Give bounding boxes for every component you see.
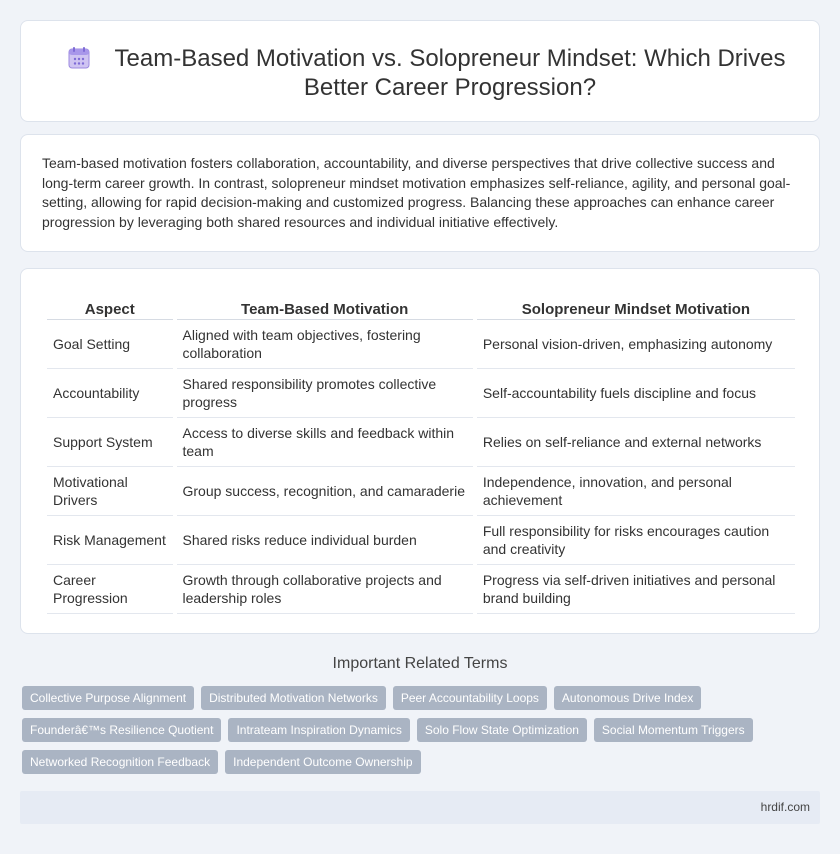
header-card <box>20 20 820 122</box>
table-cell: Access to diverse skills and feedback within team <box>177 418 473 467</box>
table-cell: Aligned with team objectives, fostering collaboration <box>177 320 473 369</box>
table-cell: Personal vision-driven, emphasizing autonomy <box>477 320 795 369</box>
related-term-tag[interactable]: Peer Accountability Loops <box>393 686 547 710</box>
table-row <box>47 369 795 418</box>
related-term-tag[interactable]: Collective Purpose Alignment <box>22 686 194 710</box>
table-cell: Career Progression <box>47 565 173 614</box>
related-terms-list <box>22 686 822 782</box>
table-cell: Relies on self-reliance and external networks <box>477 418 795 467</box>
table-cell: Independence, innovation, and personal achievement <box>477 467 795 516</box>
tag-row <box>22 718 822 742</box>
header-solopreneur: Solopreneur Mindset Motivation <box>477 295 795 320</box>
related-terms-title: Important Related Terms <box>332 655 508 672</box>
related-term-tag[interactable]: Networked Recognition Feedback <box>22 750 218 774</box>
comparison-table <box>43 295 799 614</box>
tag-row <box>22 750 822 774</box>
table-row <box>47 467 795 516</box>
table-cell: Group success, recognition, and camaraderie <box>177 467 473 516</box>
table-cell: Growth through collaborative projects and leadership roles <box>177 565 473 614</box>
table-cell: Progress via self-driven initiatives and personal brand building <box>477 565 795 614</box>
comparison-card <box>20 268 820 634</box>
related-term-tag[interactable]: Independent Outcome Ownership <box>225 750 420 774</box>
related-term-tag[interactable]: Distributed Motivation Networks <box>201 686 386 710</box>
table-cell: Support System <box>47 418 173 467</box>
intro-card <box>20 134 820 252</box>
related-term-tag[interactable]: Intrateam Inspiration Dynamics <box>228 718 409 742</box>
page-title: Team-Based Motivation vs. Solopreneur Mindset: Which Drives Better Career Progression? <box>114 45 786 101</box>
header-team-based: Team-Based Motivation <box>177 295 473 320</box>
table-cell: Accountability <box>47 369 173 418</box>
table-cell: Full responsibility for risks encourages caution and creativity <box>477 516 795 565</box>
table-row <box>47 320 795 369</box>
tag-row <box>22 686 822 710</box>
table-cell: Goal Setting <box>47 320 173 369</box>
footer <box>20 791 820 824</box>
table-cell: Self-accountability fuels discipline and focus <box>477 369 795 418</box>
table-cell: Risk Management <box>47 516 173 565</box>
intro-paragraph: Team-based motivation fosters collaboration, accountability, and diverse perspectives that drive collective success and long-term career growth. In contrast, solopreneur mindset motivation emphasizes self-reliance, agility, and personal goal-setting, allowing for rapid decision-making and customized progress. Balancing these approaches can enhance career progression by leveraging both shared resources and individual initiative effectively. <box>42 155 791 230</box>
table-row <box>47 418 795 467</box>
table-header-row <box>47 295 795 320</box>
related-term-tag[interactable]: Solo Flow State Optimization <box>417 718 587 742</box>
table-row <box>47 516 795 565</box>
related-term-tag[interactable]: Social Momentum Triggers <box>594 718 753 742</box>
table-cell: Motivational Drivers <box>47 467 173 516</box>
footer-site-link[interactable]: hrdif.com <box>760 800 810 814</box>
related-term-tag[interactable]: Founderâ€™s Resilience Quotient <box>22 718 221 742</box>
table-cell: Shared risks reduce individual burden <box>177 516 473 565</box>
header-aspect: Aspect <box>47 295 173 320</box>
table-row <box>47 565 795 614</box>
related-term-tag[interactable]: Autonomous Drive Index <box>554 686 701 710</box>
table-cell: Shared responsibility promotes collective progress <box>177 369 473 418</box>
